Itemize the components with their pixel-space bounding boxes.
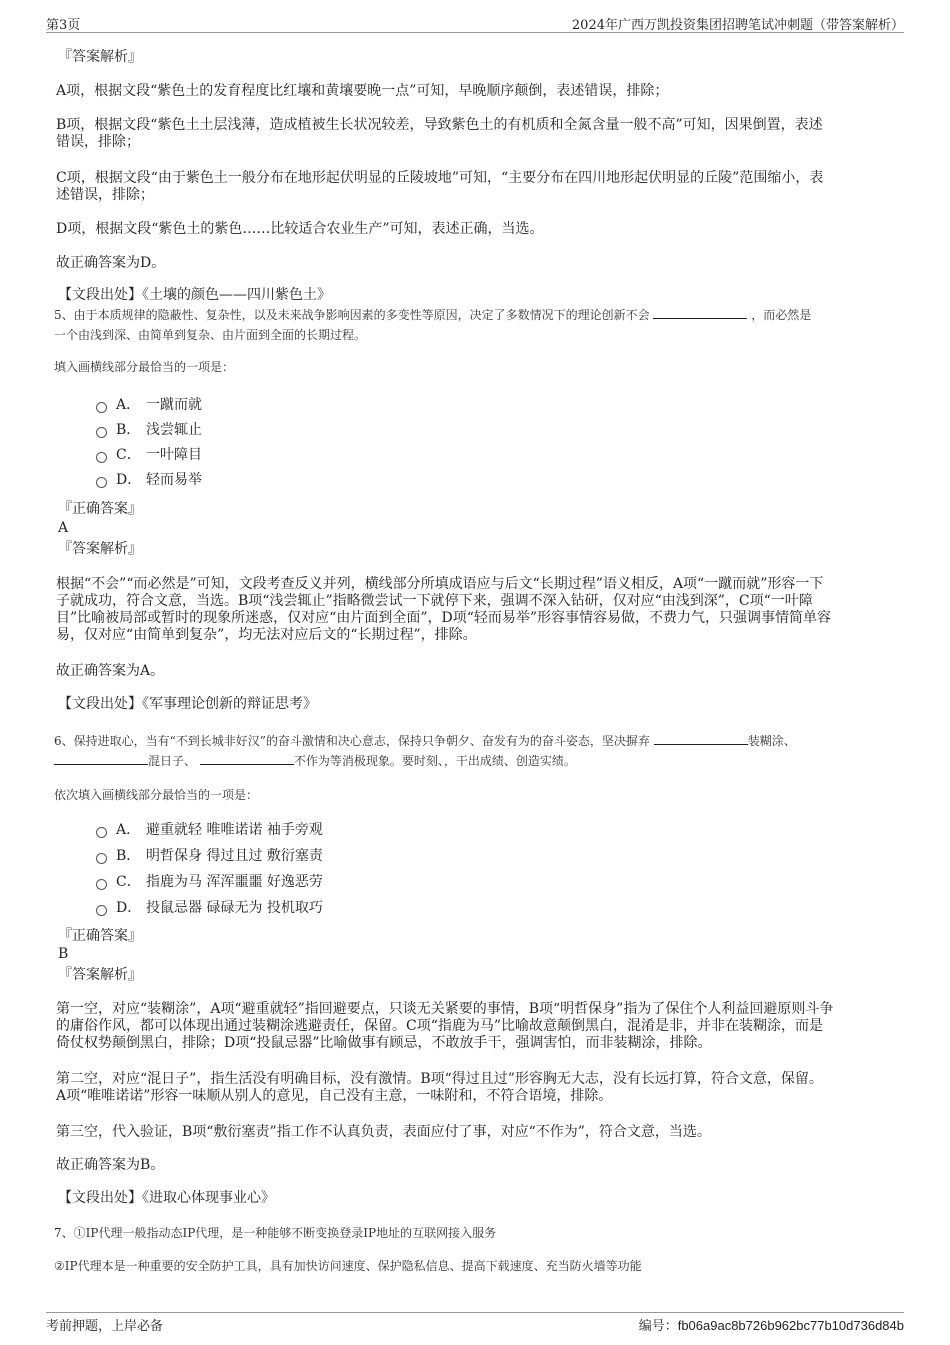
footer-id: 编号：fb06a9ac8b726b962bc77b10d736d84b	[638, 1318, 904, 1333]
radio-icon[interactable]	[96, 827, 107, 838]
q6-analysis-p1-line1: 第一空，对应“装糊涂”，A项“避重就轻”指回避要点，只谈无关紧要的事情，B项“明哲保身”指为了保住个人利益回避原则斗争	[56, 1001, 834, 1017]
page-footer	[46, 1312, 904, 1335]
q5-stem-line1	[54, 306, 811, 324]
q6-correct-answer: B	[58, 946, 69, 962]
q6-stem-line2	[54, 752, 576, 770]
q6-option-c[interactable]: C． 指鹿为马 浑浑噩噩 好逸恶劳	[96, 873, 323, 891]
q5-option-b[interactable]: B． 浅尝辄止	[96, 421, 202, 439]
q5-blank	[653, 306, 747, 319]
q4-analysis-label: 『答案解析』	[58, 49, 142, 65]
q5-analysis-line4: 易，仅对应“由简单到复杂”，均无法对应后文的“长期过程”，排除。	[56, 627, 477, 643]
q4-analysis-c-line2: 述错误，排除；	[56, 187, 154, 203]
footer-slogan: 考前押题，上岸必备	[46, 1319, 164, 1334]
q4-source: 【文段出处】《土壤的颜色——四川紫色土》	[58, 287, 331, 303]
q5-stem-line2: 一个由浅到深、由简单到复杂、由片面到全面的长期过程。	[54, 328, 367, 342]
radio-icon[interactable]	[96, 879, 107, 890]
q6-stem-text-mid: 混日子、	[148, 754, 197, 768]
radio-icon[interactable]	[96, 452, 107, 463]
q6-correct-label: 『正确答案』	[58, 928, 142, 944]
q6-blank-2	[54, 752, 148, 765]
radio-icon[interactable]	[96, 905, 107, 916]
q4-analysis-d: D项，根据文段“紫色土的紫色……比较适合农业生产”可知，表述正确，当选。	[56, 221, 544, 237]
q5-option-d[interactable]: D． 轻而易举	[96, 471, 202, 489]
q7-line2: ②IP代理本是一种重要的安全防护工具，具有加快访问速度、保护隐私信息、提高下载速度、充当防火墙等功能	[54, 1259, 642, 1273]
q6-option-a[interactable]: A． 避重就轻 唯唯诺诺 袖手旁观	[96, 821, 323, 839]
q6-option-d[interactable]: D． 投鼠忌器 碌碌无为 投机取巧	[96, 899, 323, 917]
q4-analysis-b-line2: 错误，排除；	[56, 134, 140, 150]
q5-analysis-label: 『答案解析』	[58, 541, 142, 557]
q4-analysis-a: A项，根据文段“紫色土的发育程度比红壤和黄壤要晚一点”可知，早晚顺序颠倒，表述错误，排除；	[56, 83, 669, 99]
q6-analysis-p2-line2: A项“唯唯诺诺”形容一味顺从别人的意见，自己没有主意，一味附和，不符合语境，排除。	[56, 1088, 613, 1104]
radio-icon[interactable]	[96, 477, 107, 488]
q6-blank-3	[200, 752, 294, 765]
q5-option-c[interactable]: C． 一叶障目	[96, 446, 202, 464]
q6-analysis-label: 『答案解析』	[58, 967, 142, 983]
q4-conclusion: 故正确答案为D。	[56, 255, 166, 271]
q5-option-a[interactable]: A． 一蹴而就	[96, 396, 202, 414]
q6-analysis-p1-line3: 倚仗权势颠倒黑白，排除；D项“投鼠忌器”比喻做事有顾忌，不敢放手干，强调害怕，而非装糊涂，排除。	[56, 1035, 712, 1051]
radio-icon[interactable]	[96, 402, 107, 413]
radio-icon[interactable]	[96, 853, 107, 864]
q5-correct-answer: A	[58, 520, 69, 536]
page-number: 第3页	[46, 18, 81, 33]
q6-stem-text-post: 装糊涂、	[747, 734, 796, 748]
q6-analysis-p1-line2: 的庸俗作风，都可以体现出通过装糊涂逃避责任，保留。C项“指鹿为马”比喻故意颠倒黑白，混淆是非，并非在装糊涂，而是	[56, 1018, 824, 1034]
q4-analysis-b-line1: B项，根据文段“紫色土土层浅薄，造成植被生长状况较差，导致紫色土的有机质和全氮含量一般不高”可知，因果倒置，表述	[56, 117, 823, 133]
q5-stem-text-post: ，而必然是	[751, 308, 812, 322]
q6-blank-1	[654, 732, 748, 745]
q5-analysis-line2: 子就成功，符合文意，当选。B项“浅尝辄止”指略微尝试一下就停下来，强调不深入钻研，仅对应“由浅到深”，C项“一叶障	[56, 593, 813, 609]
document-title: 2024年广西万凯投资集团招聘笔试冲刺题（带答案解析）	[571, 18, 904, 33]
q5-prompt: 填入画横线部分最恰当的一项是：	[54, 360, 235, 374]
q6-option-b[interactable]: B． 明哲保身 得过且过 敷衍塞责	[96, 847, 323, 865]
q6-analysis-p2-line1: 第二空，对应“混日子”，指生活没有明确目标，没有激情。B项“得过且过”形容胸无大志，没有长远打算，符合文意，保留。	[56, 1071, 823, 1087]
q6-analysis-p3: 第三空，代入验证，B项“敷衍塞责”指工作不认真负责，表面应付了事，对应“不作为”，符合文意，当选。	[56, 1124, 711, 1140]
q6-stem-text-end: 不作为等消极现象。要时刻、，干出成绩、创造实绩。	[293, 754, 576, 768]
q5-analysis-line1: 根据“不会”“而必然是”可知，文段考查反义并列，横线部分所填成语应与后文“长期过程”语义相反，A项“一蹴而就”形容一下	[56, 576, 824, 592]
q7-line1: 7、①IP代理一般指动态IP代理，是一种能够不断变换登录IP地址的互联网接入服务	[54, 1226, 497, 1240]
q6-stem-line1	[54, 732, 796, 750]
page-header	[46, 12, 904, 33]
radio-icon[interactable]	[96, 427, 107, 438]
q6-stem-text: 6、保持进取心，当有“不到长城非好汉”的奋斗激情和决心意志，保持只争朝夕、奋发有为的奋斗姿态，坚决摒弃	[54, 734, 650, 748]
q6-prompt: 依次填入画横线部分最恰当的一项是：	[54, 788, 259, 802]
q6-source: 【文段出处】《进取心体现事业心》	[58, 1190, 275, 1206]
q6-conclusion: 故正确答案为B。	[56, 1157, 165, 1173]
q5-correct-label: 『正确答案』	[58, 501, 142, 517]
q5-stem-text: 5、由于本质规律的隐蔽性、复杂性，以及未来战争影响因素的多变性等原因，决定了多数情况下的理论创新不会	[54, 308, 650, 322]
q4-analysis-c-line1: C项，根据文段“由于紫色土一般分布在地形起伏明显的丘陵坡地”可知，“主要分布在四川地形起伏明显的丘陵”范围缩小，表	[56, 170, 824, 186]
q5-analysis-line3: 目”比喻被局部或暂时的现象所迷惑，仅对应“由片面到全面”，D项“轻而易举”形容事情容易做，不费力气，只强调事情简单容	[56, 610, 832, 626]
q5-source: 【文段出处】《军事理论创新的辩证思考》	[58, 696, 317, 712]
q5-conclusion: 故正确答案为A。	[56, 663, 165, 679]
